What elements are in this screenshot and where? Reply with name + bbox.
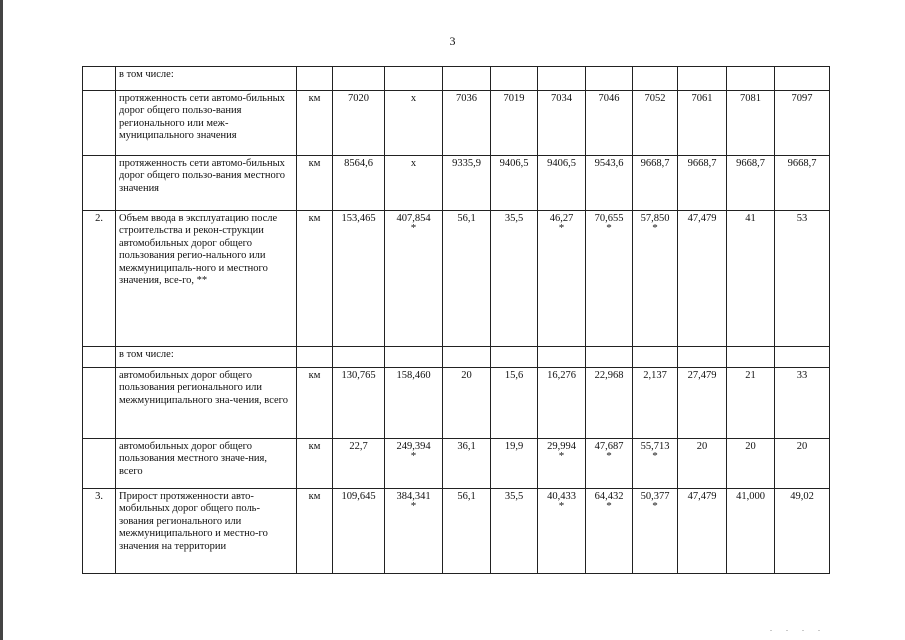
value-cell — [586, 439, 633, 489]
table-row — [83, 368, 830, 439]
value-text: 47,687 — [594, 441, 624, 452]
value-cell — [633, 368, 678, 439]
value-cell — [633, 156, 678, 211]
unit-cell — [297, 67, 333, 91]
value-cell — [538, 67, 586, 91]
value-text: 41,000 — [736, 491, 765, 502]
value-cell — [678, 67, 727, 91]
value-cell — [491, 347, 538, 368]
value-cell — [333, 368, 385, 439]
value-text: 7034 — [551, 93, 572, 104]
value-text: 20 — [796, 441, 808, 452]
footnote-asterisk: * — [410, 450, 417, 463]
value-cell — [775, 368, 830, 439]
value-cell — [727, 368, 775, 439]
value-cell — [385, 347, 443, 368]
footnote-asterisk: * — [606, 222, 612, 235]
row-number-cell — [83, 67, 116, 91]
unit-cell: км — [297, 211, 333, 347]
value-text: 9668,7 — [736, 158, 765, 169]
value-cell — [538, 156, 586, 211]
value-cell — [678, 211, 727, 347]
value-cell — [385, 91, 443, 156]
value-cell — [385, 368, 443, 439]
value-cell — [775, 489, 830, 574]
value-cell — [586, 211, 633, 347]
value-cell — [586, 156, 633, 211]
footnote-asterisk: * — [606, 450, 612, 463]
value-text: 2,137 — [643, 370, 667, 381]
value-cell — [385, 489, 443, 574]
value-cell — [586, 67, 633, 91]
value-cell — [538, 489, 586, 574]
value-cell — [385, 67, 443, 91]
value-cell — [538, 347, 586, 368]
indicator-name-cell: Объем ввода в эксплуатацию после строительства и рекон-струкции автомобильных дорог общего пользования регио-нального или межмуниципаль-ного и местного значения, все-го, ** — [116, 211, 297, 347]
value-cell — [491, 91, 538, 156]
footnote-asterisk: * — [410, 500, 417, 513]
value-cell — [443, 211, 491, 347]
value-text: 15,6 — [504, 370, 524, 381]
value-cell — [443, 368, 491, 439]
value-cell — [633, 347, 678, 368]
row-number-cell — [83, 439, 116, 489]
unit-cell: км — [297, 156, 333, 211]
value-text: 9543,6 — [594, 158, 624, 169]
row-number-cell — [83, 156, 116, 211]
value-cell — [633, 67, 678, 91]
value-cell — [678, 91, 727, 156]
footnote-asterisk: * — [558, 450, 565, 463]
value-cell — [491, 67, 538, 91]
value-cell — [491, 489, 538, 574]
value-cell — [443, 67, 491, 91]
value-cell — [538, 439, 586, 489]
footnote-asterisk: * — [606, 500, 612, 513]
value-cell — [727, 156, 775, 211]
table-row — [83, 156, 830, 211]
value-text: 7020 — [348, 93, 369, 104]
value-cell — [385, 439, 443, 489]
indicator-name-cell: протяженность сети автомо-бильных дорог общего пользо-вания регионального или меж-муниципального значения — [116, 91, 297, 156]
table-row — [83, 489, 830, 574]
value-text: 9668,7 — [787, 158, 817, 169]
value-text: 33 — [796, 370, 808, 381]
value-cell — [775, 156, 830, 211]
value-cell — [385, 156, 443, 211]
value-cell — [443, 489, 491, 574]
value-cell — [385, 211, 443, 347]
value-text: 27,479 — [687, 370, 717, 381]
value-cell — [333, 347, 385, 368]
row-number-cell — [83, 347, 116, 368]
value-text: 46,27 — [549, 213, 574, 224]
value-text: 40,433 — [547, 491, 576, 502]
value-text: 64,432 — [594, 491, 624, 502]
value-cell — [633, 439, 678, 489]
value-text: 35,5 — [504, 213, 524, 224]
value-text: 7036 — [456, 93, 477, 104]
value-text: 9335,9 — [452, 158, 481, 169]
value-text: 20 — [461, 370, 472, 381]
unit-cell: км — [297, 489, 333, 574]
row-number-cell: 3. — [83, 489, 116, 574]
value-text: 153,465 — [341, 213, 376, 224]
table-row — [83, 211, 830, 347]
value-cell — [443, 347, 491, 368]
row-number-cell: 2. — [83, 211, 116, 347]
indicators-table — [82, 66, 830, 574]
value-cell — [333, 489, 385, 574]
value-text: 21 — [745, 370, 756, 381]
value-text: 53 — [796, 213, 808, 224]
value-cell — [678, 439, 727, 489]
row-number-cell — [83, 368, 116, 439]
value-text: 249,394 — [396, 441, 431, 452]
value-cell — [727, 439, 775, 489]
footnote-asterisk: * — [410, 222, 417, 235]
value-cell — [333, 211, 385, 347]
value-cell — [538, 91, 586, 156]
value-text: 50,377 — [640, 491, 670, 502]
indicator-name-cell: Прирост протяженности авто-мобильных дорог общего поль-зования регионального или межмуниципального и местно-го значения на территории — [116, 489, 297, 574]
value-text: 7052 — [644, 93, 666, 104]
value-text: 7019 — [503, 93, 525, 104]
value-cell — [727, 91, 775, 156]
table-row — [83, 439, 830, 489]
value-text: 35,5 — [504, 491, 524, 502]
footnote-asterisk: * — [652, 450, 658, 463]
value-text: 47,479 — [687, 491, 717, 502]
footnote-asterisk: * — [652, 500, 658, 513]
value-text: 49,02 — [790, 491, 814, 502]
value-text: 8564,6 — [344, 158, 373, 169]
value-text: 19,9 — [504, 441, 524, 452]
value-text: 56,1 — [457, 491, 476, 502]
value-text: 9406,5 — [499, 158, 529, 169]
value-cell — [586, 489, 633, 574]
value-text: 7061 — [691, 93, 713, 104]
value-text: 9668,7 — [640, 158, 670, 169]
value-text: 7097 — [791, 93, 813, 104]
value-cell — [491, 211, 538, 347]
value-text: 70,655 — [594, 213, 624, 224]
value-text: 7046 — [598, 93, 620, 104]
value-cell — [333, 67, 385, 91]
value-cell — [586, 91, 633, 156]
subheader-row — [83, 67, 830, 91]
value-cell — [491, 439, 538, 489]
value-cell — [586, 347, 633, 368]
value-cell — [491, 156, 538, 211]
indicator-name-cell: протяженность сети автомо-бильных дорог общего пользо-вания местного значения — [116, 156, 297, 211]
value-cell — [775, 347, 830, 368]
indicator-name-cell: в том числе: — [116, 67, 297, 91]
unit-cell: км — [297, 439, 333, 489]
value-cell — [443, 156, 491, 211]
table-row — [83, 91, 830, 156]
value-cell — [678, 347, 727, 368]
value-cell — [333, 156, 385, 211]
value-cell — [333, 439, 385, 489]
indicator-name-cell: автомобильных дорог общего пользования регионального или межмуниципального зна-чения, всего — [116, 368, 297, 439]
value-cell — [678, 368, 727, 439]
value-text: 7081 — [740, 93, 761, 104]
value-cell — [727, 211, 775, 347]
value-text: 130,765 — [341, 370, 376, 381]
unit-cell: км — [297, 91, 333, 156]
value-cell — [538, 368, 586, 439]
value-cell — [633, 91, 678, 156]
value-cell — [727, 67, 775, 91]
footnote-asterisk: * — [652, 222, 658, 235]
value-cell — [538, 211, 586, 347]
page-number: 3 — [449, 34, 456, 48]
value-cell — [678, 489, 727, 574]
unit-cell — [297, 347, 333, 368]
unit-cell: км — [297, 368, 333, 439]
value-cell — [678, 156, 727, 211]
value-cell — [633, 211, 678, 347]
value-text: 56,1 — [457, 213, 476, 224]
value-text: 9406,5 — [547, 158, 576, 169]
value-text: 41 — [745, 213, 756, 224]
value-cell — [633, 489, 678, 574]
indicator-name-cell: автомобильных дорог общего пользования местного значе-ния, всего — [116, 439, 297, 489]
value-cell — [727, 347, 775, 368]
value-text: 407,854 — [396, 213, 431, 224]
value-text: 22,968 — [594, 370, 624, 381]
value-text: 55,713 — [640, 441, 670, 452]
footnote-asterisk: * — [558, 500, 565, 513]
value-text: x — [410, 158, 417, 169]
value-text: 22,7 — [349, 441, 368, 452]
value-text: 384,341 — [396, 491, 431, 502]
value-text: 20 — [745, 441, 756, 452]
scan-artifact-dots: . . . . — [770, 624, 826, 633]
value-cell — [443, 91, 491, 156]
value-cell — [333, 91, 385, 156]
subheader-row — [83, 347, 830, 368]
value-text: 36,1 — [457, 441, 476, 452]
value-cell — [727, 489, 775, 574]
value-text: 9668,7 — [687, 158, 717, 169]
value-text: 57,850 — [640, 213, 670, 224]
footnote-asterisk: * — [558, 222, 565, 235]
value-text: x — [410, 93, 417, 104]
value-cell — [491, 368, 538, 439]
indicator-name-cell: в том числе: — [116, 347, 297, 368]
page-left-border — [0, 0, 3, 640]
value-cell — [775, 211, 830, 347]
value-text: 29,994 — [547, 441, 576, 452]
value-cell — [775, 67, 830, 91]
value-text: 109,645 — [341, 491, 376, 502]
value-cell — [775, 439, 830, 489]
value-text: 47,479 — [687, 213, 717, 224]
value-text: 158,460 — [396, 370, 431, 381]
value-cell — [586, 368, 633, 439]
value-text: 20 — [696, 441, 708, 452]
row-number-cell — [83, 91, 116, 156]
value-text: 16,276 — [547, 370, 576, 381]
value-cell — [443, 439, 491, 489]
value-cell — [775, 91, 830, 156]
